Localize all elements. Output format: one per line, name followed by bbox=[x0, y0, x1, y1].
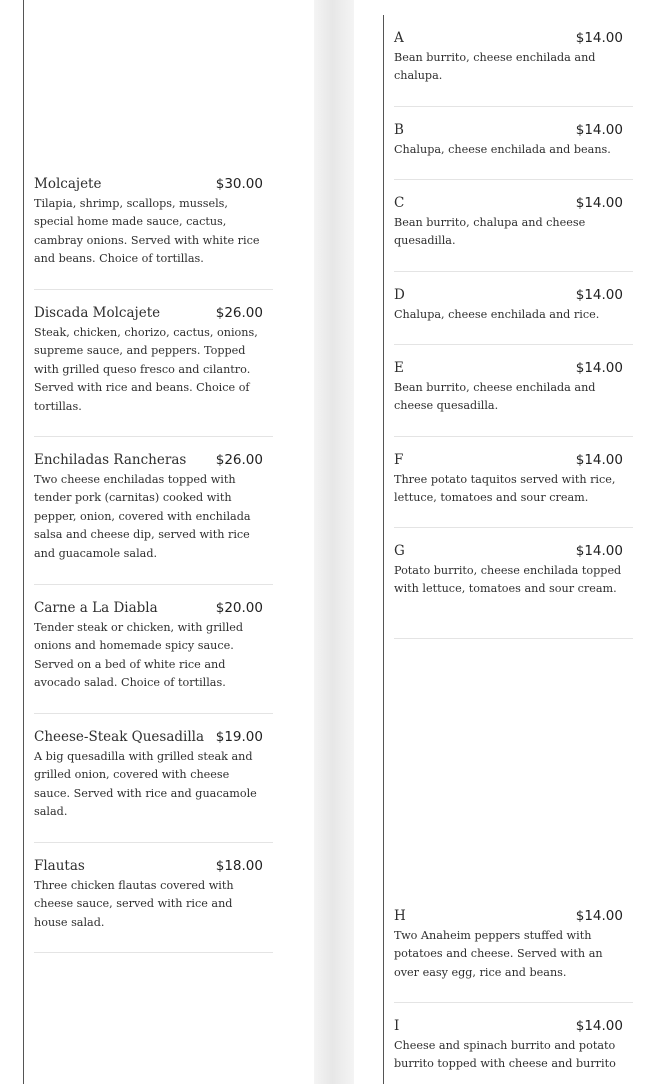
item-description: Bean burrito, cheese enchilada and chalupa. bbox=[394, 51, 596, 83]
item-description: Chalupa, cheese enchilada and rice. bbox=[394, 308, 600, 321]
item-name: Flautas bbox=[34, 858, 85, 874]
menu-item-enchiladas-rancheras bbox=[34, 452, 263, 563]
item-divider bbox=[394, 106, 633, 107]
item-price: $19.00 bbox=[215, 729, 263, 745]
item-name: E bbox=[394, 360, 404, 376]
item-divider bbox=[394, 271, 633, 272]
left-column-rule bbox=[23, 0, 24, 1084]
item-description: Tender steak or chicken, with grilled onions and homemade spicy sauce. Served on a bed of white rice and avocado salad. Choice of tortillas. bbox=[34, 621, 244, 690]
combo-item-a bbox=[394, 30, 623, 86]
item-divider bbox=[394, 1002, 633, 1003]
item-name: B bbox=[394, 122, 404, 138]
menu-item-flautas bbox=[34, 858, 263, 932]
item-price: $30.00 bbox=[215, 176, 263, 192]
item-divider bbox=[394, 179, 633, 180]
combo-item-i bbox=[394, 1018, 623, 1074]
item-divider bbox=[34, 289, 273, 290]
item-name: I bbox=[394, 1018, 400, 1034]
item-price: $14.00 bbox=[575, 908, 623, 924]
item-description: Two Anaheim peppers stuffed with potatoes and cheese. Served with an over easy egg, rice and beans. bbox=[394, 929, 603, 979]
item-price: $20.00 bbox=[215, 600, 263, 616]
item-name: G bbox=[394, 543, 405, 559]
item-price: $14.00 bbox=[575, 30, 623, 46]
item-divider bbox=[394, 436, 633, 437]
item-name: A bbox=[394, 30, 404, 46]
menu-item-discada-molcajete bbox=[34, 305, 263, 416]
item-description: Two cheese enchiladas topped with tender pork (carnitas) cooked with pepper, onion, covered with enchilada salsa and cheese dip, served with rice and guacamole salad. bbox=[34, 473, 251, 560]
item-name: D bbox=[394, 287, 405, 303]
item-price: $14.00 bbox=[575, 360, 623, 376]
item-divider bbox=[34, 713, 273, 714]
item-description: Cheese and spinach burrito and potato burrito topped with cheese and burrito bbox=[394, 1039, 616, 1071]
combo-item-g bbox=[394, 543, 623, 599]
item-description: Three potato taquitos served with rice, lettuce, tomatoes and sour cream. bbox=[394, 473, 616, 505]
item-description: Bean burrito, chalupa and cheese quesadilla. bbox=[394, 216, 586, 248]
menu-item-molcajete bbox=[34, 176, 263, 269]
item-price: $14.00 bbox=[575, 543, 623, 559]
item-divider bbox=[394, 638, 633, 639]
combo-item-c bbox=[394, 195, 623, 251]
item-name: Carne a La Diabla bbox=[34, 600, 158, 616]
item-price: $14.00 bbox=[575, 195, 623, 211]
item-divider bbox=[394, 527, 633, 528]
item-name: F bbox=[394, 452, 404, 468]
menu-item-cheese-steak-quesadilla bbox=[34, 729, 263, 822]
item-price: $18.00 bbox=[215, 858, 263, 874]
item-name: H bbox=[394, 908, 406, 924]
item-description: Chalupa, cheese enchilada and beans. bbox=[394, 143, 611, 156]
item-price: $14.00 bbox=[575, 122, 623, 138]
item-price: $14.00 bbox=[575, 1018, 623, 1034]
item-name: Discada Molcajete bbox=[34, 305, 161, 321]
item-description: Steak, chicken, chorizo, cactus, onions, supreme sauce, and peppers. Topped with grilled queso fresco and cilantro. Served with rice and beans. Choice of tortillas. bbox=[34, 326, 258, 413]
item-price: $14.00 bbox=[575, 287, 623, 303]
combo-item-h bbox=[394, 908, 623, 982]
column-gutter bbox=[314, 0, 354, 1084]
item-name: Cheese-Steak Quesadilla bbox=[34, 729, 205, 745]
item-divider bbox=[34, 584, 273, 585]
right-column-rule bbox=[383, 15, 384, 1084]
combo-item-d bbox=[394, 287, 623, 324]
item-price: $26.00 bbox=[215, 305, 263, 321]
combo-item-f bbox=[394, 452, 623, 508]
item-divider bbox=[394, 344, 633, 345]
combo-item-b bbox=[394, 122, 623, 159]
item-description: Potato burrito, cheese enchilada topped with lettuce, tomatoes and sour cream. bbox=[394, 564, 622, 596]
item-divider bbox=[34, 842, 273, 843]
item-name: C bbox=[394, 195, 405, 211]
item-price: $14.00 bbox=[575, 452, 623, 468]
item-description: Three chicken flautas covered with cheese sauce, served with rice and house salad. bbox=[34, 879, 234, 929]
item-divider bbox=[34, 436, 273, 437]
item-price: $26.00 bbox=[215, 452, 263, 468]
item-description: Tilapia, shrimp, scallops, mussels, special home made sauce, cactus, cambray onions. Served with white rice and beans. Choice of tortillas. bbox=[34, 197, 260, 266]
item-divider bbox=[34, 952, 273, 953]
item-name: Molcajete bbox=[34, 176, 102, 192]
item-description: A big quesadilla with grilled steak and grilled onion, covered with cheese sauce. Served with rice and guacamole salad. bbox=[34, 750, 257, 819]
menu-item-carne-a-la-diabla bbox=[34, 600, 263, 693]
item-name: Enchiladas Rancheras bbox=[34, 452, 187, 468]
combo-item-e bbox=[394, 360, 623, 416]
item-description: Bean burrito, cheese enchilada and cheese quesadilla. bbox=[394, 381, 596, 413]
